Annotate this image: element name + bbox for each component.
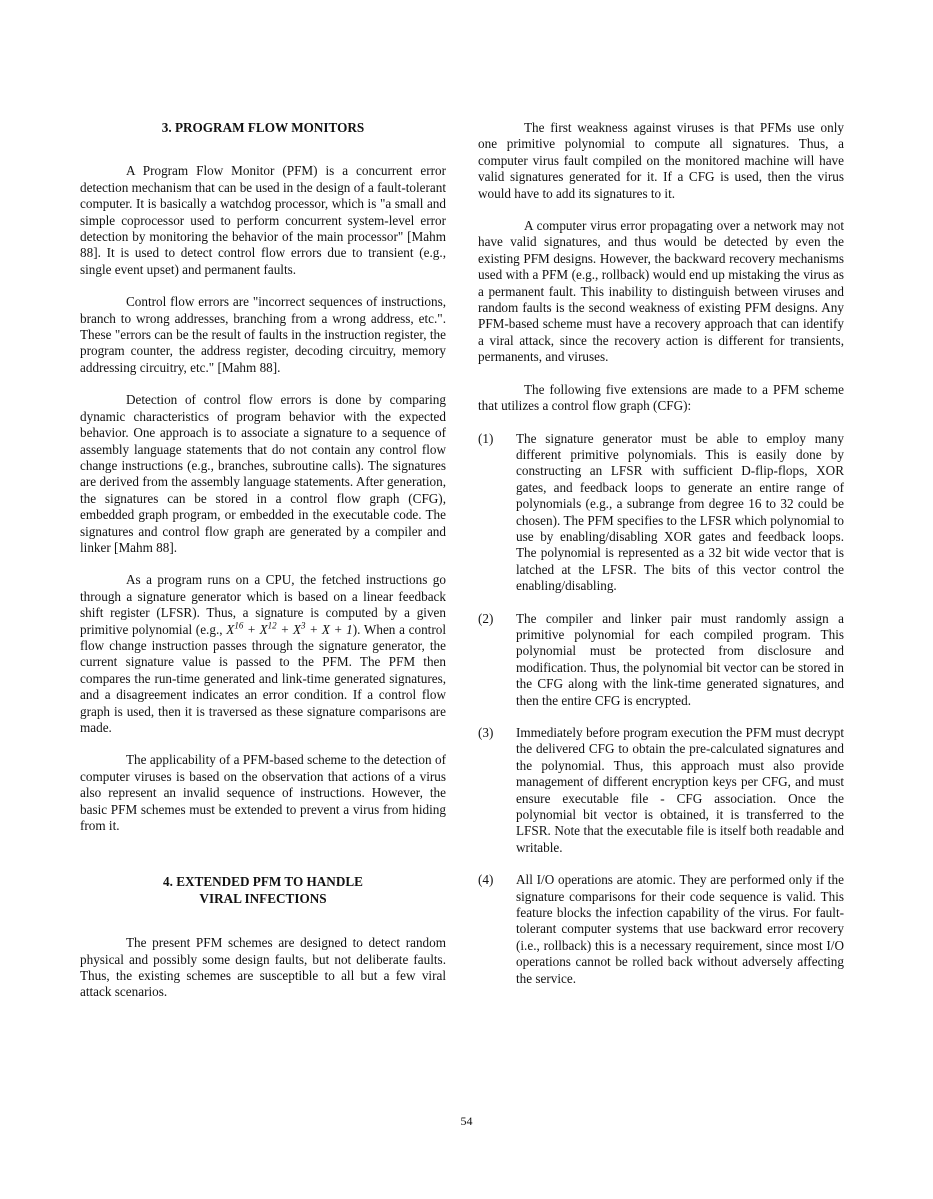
list-number: (2) bbox=[478, 610, 494, 626]
text: As a program runs on a CPU, the fetched instructions go through a signature generator which is based on a linear feedback shift register (LFSR). Thus, a signature is computed by a given primitive polynomial (e.g., bbox=[80, 572, 446, 637]
exp: 3 bbox=[301, 620, 306, 631]
list-text: Immediately before program execution the PFM must decrypt the delivered CFG to obtain the pre-calculated signatures and the polynomial. Thus, this approach must also provide management of different encryption keys per CFG, and must ensure executable file - CFG association. Once the polynomial bit vector is obtained, it is transferred to the LFSR. Note that the executable file is itself both readable and writable. bbox=[516, 725, 844, 855]
two-column-body bbox=[0, 120, 933, 1017]
paragraph: The applicability of a PFM-based scheme to the detection of computer viruses is based on the observation that actions of a virus also represent an invalid sequence of instructions. However, the basic PFM schemes must be extended to prevent a virus from hiding from it. bbox=[80, 752, 446, 834]
paragraph: The first weakness against viruses is that PFMs use only one primitive polynomial to compute all signatures. Thus, a computer virus fault compiled on the monitored machine will have valid signatures generated for it. If a CFG is used, then the virus would have to add its signatures to it. bbox=[478, 120, 844, 201]
plus: + bbox=[305, 621, 322, 637]
paragraph: A computer virus error propagating over a network may not have valid signatures, and thus would be detected by even the existing PFM designs. However, the backward recovery mechanisms used with a PFM (e.g., rollback) would end up mistaking the virus as a permanent fault. This inability to distinguish between viruses and random faults is the second weakness of existing PFM designs. Any PFM-based scheme must have a recovery approach that can identify a viral attack, since the recovery action is different for transients, permanents, and viruses. bbox=[478, 218, 844, 365]
paragraph-polynomial bbox=[80, 572, 446, 736]
var: X bbox=[292, 621, 302, 637]
list-number: (3) bbox=[478, 725, 494, 740]
list-number: (4) bbox=[478, 872, 494, 888]
polynomial bbox=[226, 622, 353, 637]
paragraph: The following five extensions are made to a PFM scheme that utilizes a control flow graph (CFG): bbox=[478, 381, 844, 414]
list-number: (1) bbox=[478, 430, 494, 446]
section-3-heading: 3. PROGRAM FLOW MONITORS bbox=[161, 120, 365, 135]
var: X bbox=[259, 621, 268, 637]
heading-line: 4. EXTENDED PFM TO HANDLE bbox=[163, 874, 363, 890]
exp: 12 bbox=[267, 620, 277, 631]
plus: + bbox=[243, 621, 260, 637]
text: ). When a control flow change instruction passes through the signature generator, the current signature value is passed to the PFM. The PFM then compares the run-time generated and link-time generated signatures, and a disagreement indicates an error condition. If a control flow graph is used, then it is traversed as these signature comparisons are made. bbox=[80, 621, 446, 735]
left-column bbox=[80, 120, 446, 1017]
heading-line: VIRAL INFECTIONS bbox=[199, 890, 327, 906]
exp: 16 bbox=[234, 620, 244, 631]
paragraph: The present PFM schemes are designed to detect random physical and possibly some design faults, but not deliberate faults. Thus, the existing schemes are susceptible to all but a few viral attack scenarios. bbox=[80, 935, 446, 1000]
paragraph: Detection of control flow errors is done by comparing dynamic characteristics of program behavior with the expected behavior. One approach is to associate a signature to a sequence of assembly language statements that do not contain any control flow change instructions (e.g., branches, subroutine calls). The signatures are derived from the assembly language statements. After generation, the signatures can be stored in a control flow graph (CFG), embedded graph program, or embedded in the executable code. The signatures and control flow graph are generated by a compiler and linker [Mahm 88]. bbox=[80, 392, 446, 555]
plus: + bbox=[276, 621, 293, 637]
list-item bbox=[478, 611, 844, 709]
list-text: The signature generator must be able to employ many different primitive polynomials. This is easily done by constructing an LFSR with sufficient D-flip-flops, XOR gates, and feedback loops to generate an entire range of polynomials (e.g., a subrange from degree 16 to 32 could be chosen). The PFM specifies to the LFSR which polynomial to use by enabling/disabling XOR gates and feedback loops. The polynomial is represented as a 32 bit wide vector that is latched at the LFSR. The bits of this vector control the enabling/disabling. bbox=[516, 430, 844, 594]
list-item bbox=[478, 872, 844, 987]
list-text: The compiler and linker pair must randomly assign a primitive polynomial for each compiled program. This polynomial must be protected from disclosure and modification. Thus, the polynomial bit vector can be stored in the CFG along with the link-time generated signatures, and then the entire CFG is encrypted. bbox=[516, 610, 844, 708]
paragraph: A Program Flow Monitor (PFM) is a concurrent error detection mechanism that can be used in the design of a fault-tolerant computer. It is basically a watchdog processor, which is "a small and simple coprocessor used to perform concurrent system-level error detection by monitoring the behavior of the main processor" [Mahm 88]. It is used to detect control flow errors due to transient (e.g., single event upset) and permanent faults. bbox=[80, 163, 446, 277]
page-number: 54 bbox=[460, 1113, 473, 1128]
tail: X + 1 bbox=[321, 621, 353, 637]
var: X bbox=[226, 621, 235, 637]
right-column bbox=[478, 120, 844, 1003]
list-item bbox=[478, 431, 844, 595]
list-item bbox=[478, 725, 844, 856]
paragraph: Control flow errors are "incorrect sequences of instructions, branch to wrong addresses, branching from a wrong address, etc.". These "errors can be the result of faults in the instruction register, the program counter, the address register, decoding circuitry, memory addressing circuitry, etc." [Mahm 88]. bbox=[80, 294, 446, 375]
section-4-heading bbox=[80, 874, 446, 907]
list-text: All I/O operations are atomic. They are performed only if the signature comparisons for their code sequence is valid. This feature blocks the infection capability of the virus. For fault-tolerant computer systems that use backward error recovery (i.e., rollback) this is a necessary requirement, since most I/O operations cannot be rolled back without adversely affecting the service. bbox=[516, 872, 844, 986]
